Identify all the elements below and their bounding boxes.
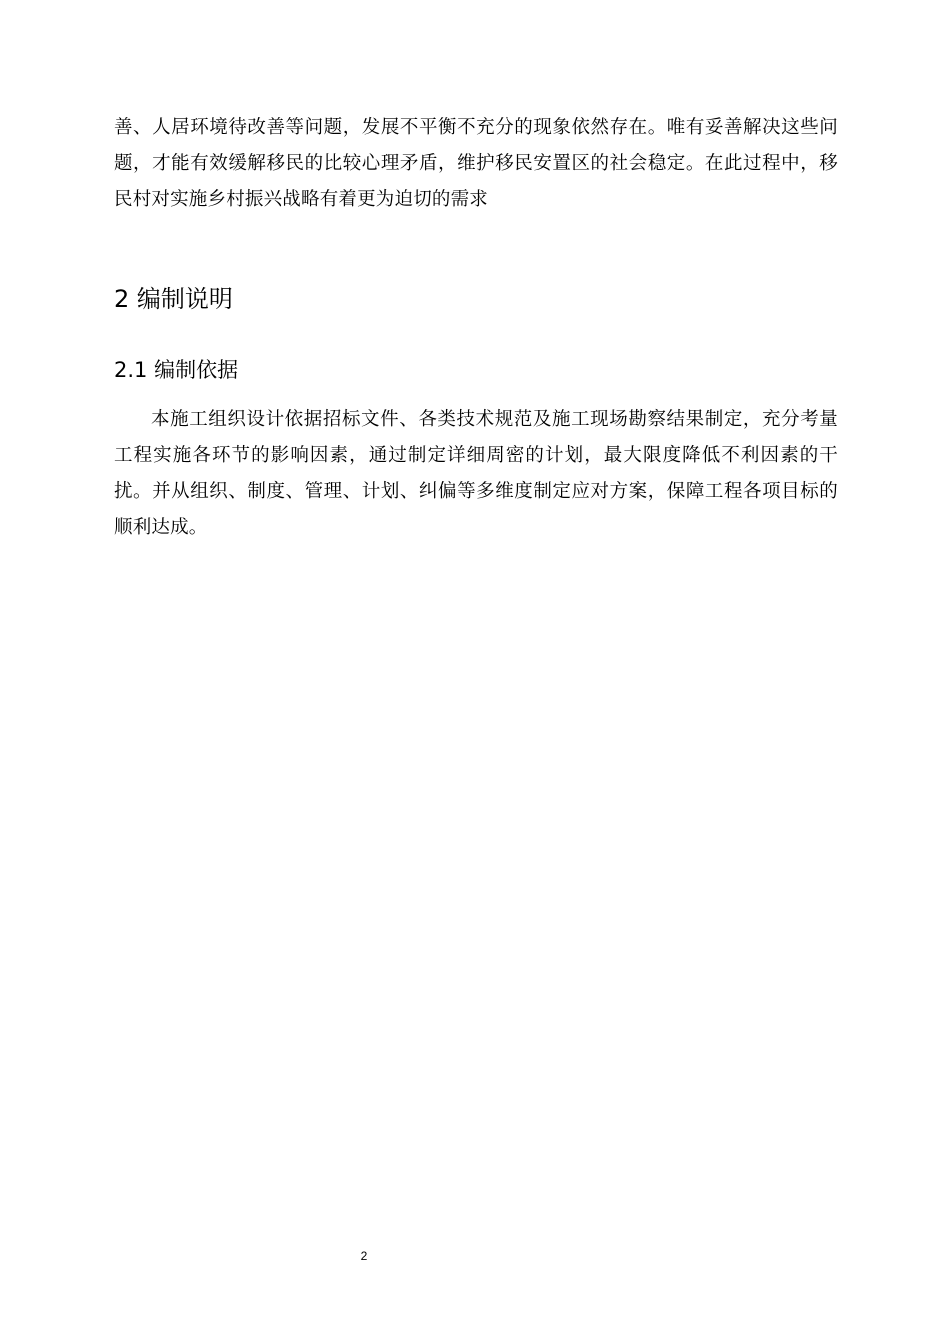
continued-paragraph: 善、人居环境待改善等问题，发展不平衡不充分的现象依然存在。唯有妥善解决这些问题，才能有效缓解移民的比较心理矛盾，维护移民安置区的社会稳定。在此过程中，移民村对实施乡村振兴战略有着更为迫切的需求 <box>114 117 838 210</box>
subsection-paragraph: 本施工组织设计依据招标文件、各类技术规范及施工现场勘察结果制定，充分考量工程实施各环节的影响因素，通过制定详细周密的计划，最大限度降低不利因素的干扰。并从组织、制度、管理、计划、纠偏等多维度制定应对方案，保障工程各项目标的顺利达成。 <box>114 409 838 538</box>
page-number: 2 <box>360 1249 368 1263</box>
section-heading: 2 编制说明 <box>114 285 233 313</box>
subsection-heading: 2.1 编制依据 <box>114 358 239 382</box>
